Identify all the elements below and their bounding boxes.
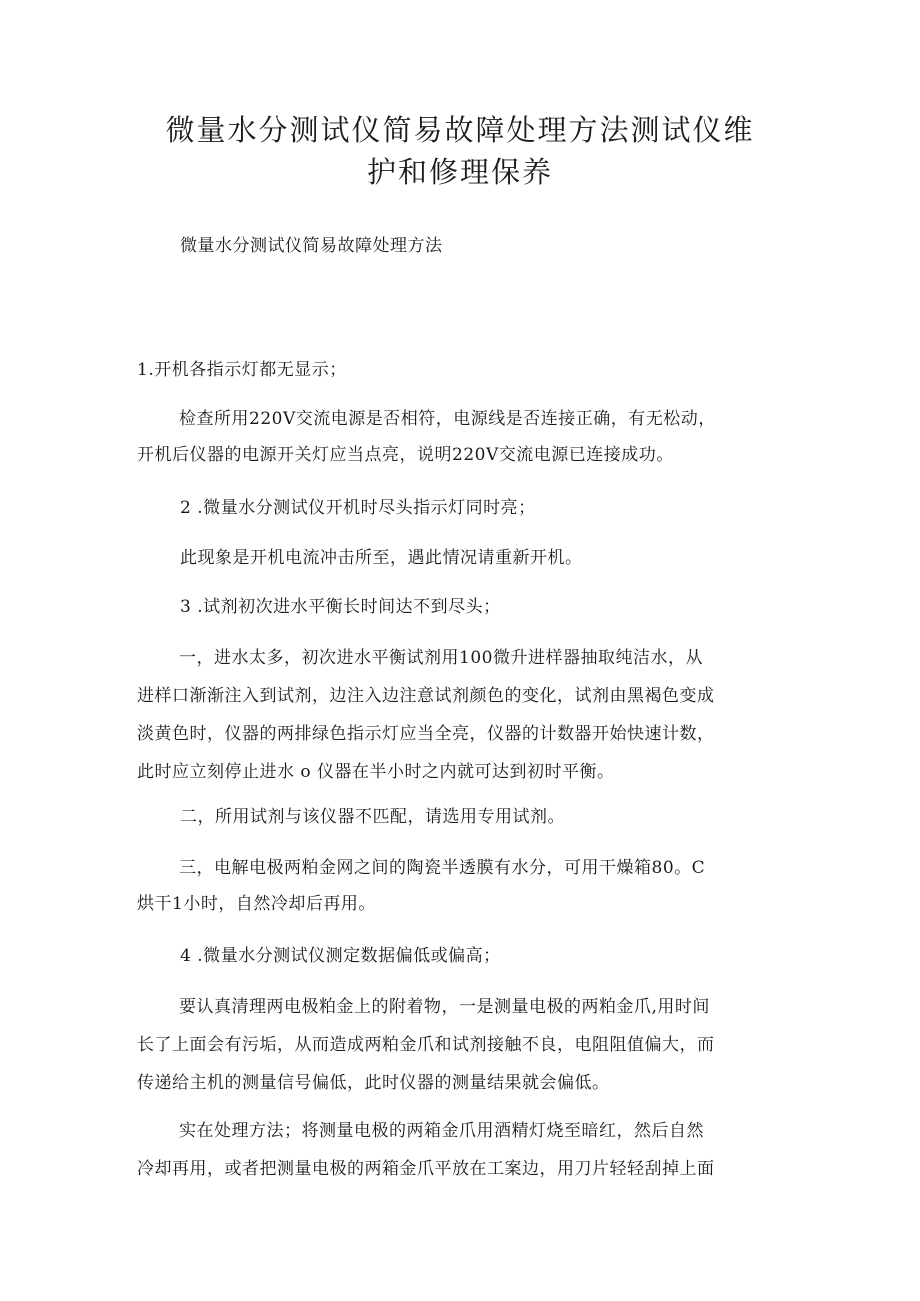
text-line: 1.开机各指示灯都无显示； <box>137 360 347 380</box>
text-line: 二，所用试剂与该仪器不匹配，请选用专用试剂。 <box>180 807 565 827</box>
text-line: 此现象是开机电流冲击所至，遇此情况请重新开机。 <box>180 548 583 568</box>
text-line: 淡黄色时，仪器的两排绿色指示灯应当全亮，仪器的计数器开始快速计数， <box>137 724 715 744</box>
paragraph <box>180 800 845 834</box>
section-heading-4 <box>180 939 845 973</box>
text-line: 2 .微量水分测试仪开机时尽头指示灯同时亮； <box>180 498 536 518</box>
document-title-line-1: 微量水分测试仪简易故障处理方法测试仪维 <box>165 113 755 147</box>
text-line: 三，电解电极两粕金网之间的陶瓷半透膜有水分，可用干燥箱80。C <box>179 858 706 878</box>
text-line: 4 .微量水分测试仪测定数据偏低或偏高； <box>180 946 501 966</box>
text-line: 一，进水太多，初次进水平衡试剂用100微升进样器抽取纯洁水，从 <box>179 648 703 668</box>
text-line: 传递给主机的测量信号偏低，此时仪器的测量结果就会偏低。 <box>137 1073 610 1093</box>
paragraph <box>137 851 802 921</box>
text-line: 3 .试剂初次进水平衡长时间达不到尽头； <box>180 597 501 617</box>
paragraph <box>137 402 802 472</box>
text-line: 此时应立刻停止进水 o 仪器在半小时之内就可达到初时平衡。 <box>137 762 615 782</box>
document-title-line-2: 护和修理保养 <box>366 155 553 189</box>
text-line: 长了上面会有污垢，从而造成两粕金爪和试剂接触不良，电阻阻值偏大，而 <box>137 1035 715 1055</box>
paragraph <box>137 990 802 1100</box>
text-line: 冷却再用，或者把测量电极的两箱金爪平放在工案边，用刀片轻轻刮掉上面 <box>137 1159 715 1179</box>
text-line: 进样口渐渐注入到试剂，边注入边注意试剂颜色的变化，试剂由黑褐色变成 <box>137 686 715 706</box>
paragraph <box>180 541 845 575</box>
text-line: 开机后仪器的电源开关灯应当点亮，说明220V交流电源已连接成功。 <box>137 445 674 465</box>
paragraph <box>137 1114 802 1186</box>
section-heading-3 <box>180 590 845 624</box>
section-heading-2 <box>180 491 845 525</box>
text-line: 实在处理方法；将测量电极的两箱金爪用酒精灯烧至暗红，然后自然 <box>179 1121 704 1141</box>
text-line: 要认真清理两电极粕金上的附着物，一是测量电极的两粕金爪,用时间 <box>179 997 710 1017</box>
text-line: 烘干1小时，自然冷却后再用。 <box>137 894 376 914</box>
text-line: 检查所用220V交流电源是否相符，电源线是否连接正确，有无松动， <box>179 409 716 429</box>
section-heading-1 <box>137 353 802 387</box>
document-subtitle: 微量水分测试仪简易故障处理方法 <box>180 236 443 256</box>
paragraph <box>137 641 802 789</box>
